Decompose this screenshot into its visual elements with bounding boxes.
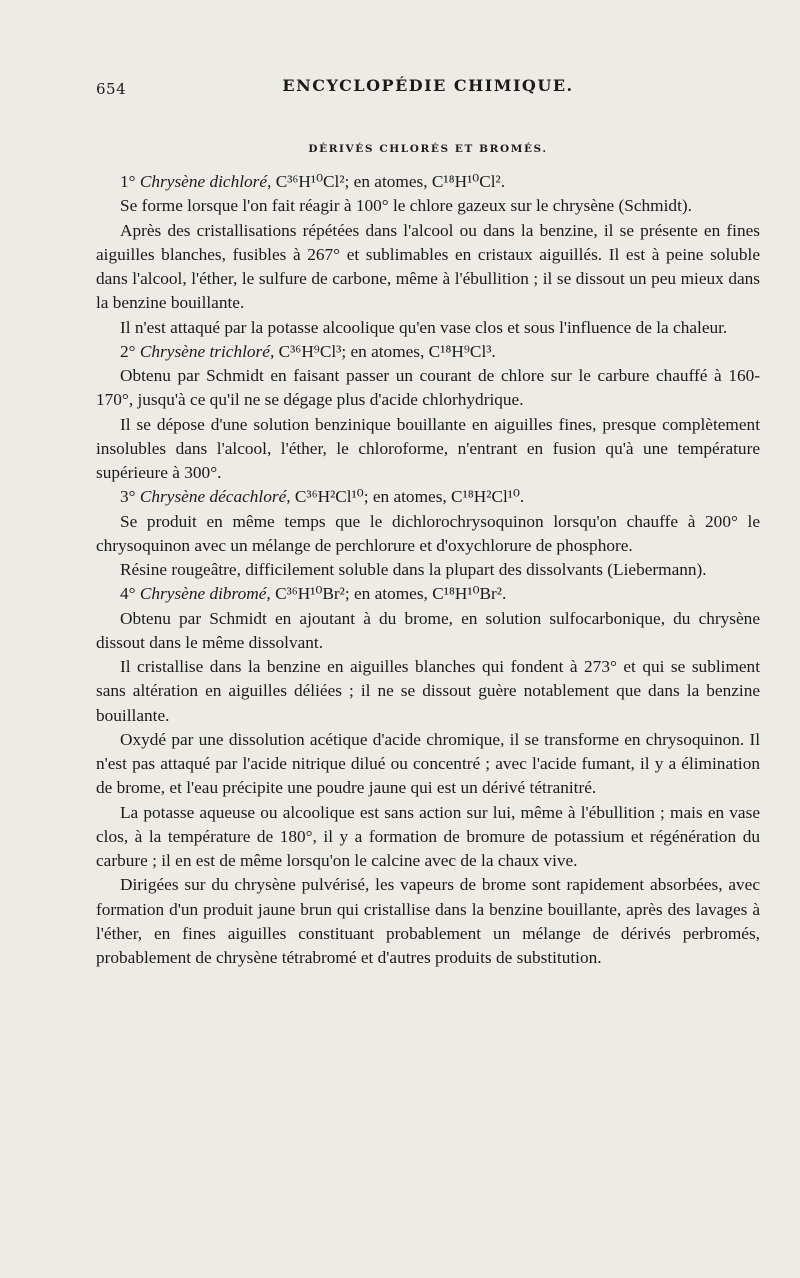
running-title: ENCYCLOPÉDIE CHIMIQUE. bbox=[282, 76, 574, 95]
paragraph bbox=[96, 607, 760, 656]
paragraph bbox=[96, 655, 760, 728]
compound-title: Chrysène décachloré, bbox=[139, 487, 291, 507]
paragraph-text: Se produit en même temps que le dichlorochrysoquinon lorsqu'on chauffe à 200° le chrysoquinon avec un mélange de perchlorure et d'oxychlorure de phosphore. bbox=[96, 511, 760, 555]
paragraph-text: Oxydé par une dissolution acétique d'acide chromique, il se transforme en chrysoquinon. Il n'est pas attaqué par l'acide nitrique dilué ou concentré ; avec l'acide fumant, il y a élimination de brome, et l'eau précipite une poudre jaune qui est un dérivé tétranitré. bbox=[96, 729, 760, 798]
paragraph-text: C³⁶H¹⁰Cl²; en atomes, C¹⁸H¹⁰Cl². bbox=[271, 172, 506, 191]
paragraph bbox=[96, 340, 760, 364]
paragraph-text: C³⁶H²Cl¹⁰; en atomes, C¹⁸H²Cl¹⁰. bbox=[290, 487, 525, 507]
section-heading: DÉRIVÉS CHLORÉS ET BROMÉS. bbox=[308, 143, 548, 155]
paragraph-text: C³⁶H⁹Cl³; en atomes, C¹⁸H⁹Cl³. bbox=[274, 341, 496, 361]
paragraph-text: Il cristallise dans la benzine en aiguilles blanches qui fondent à 273° et qui se subliment sans altération en aiguilles déliées ; il ne se dissout guère notablement que dans la benzine bouillante. bbox=[96, 657, 760, 725]
paragraph-text: C³⁶H¹⁰Br²; en atomes, C¹⁸H¹⁰Br². bbox=[270, 584, 507, 604]
compound-title: Chrysène dibromé, bbox=[139, 584, 271, 604]
body-text bbox=[96, 170, 760, 970]
paragraph-text: Obtenu par Schmidt en faisant passer un courant de chlore sur le carbure chauffé à 160-170°, jusqu'à ce qu'il ne se dégage plus d'acide chlorhydrique. bbox=[96, 366, 760, 410]
paragraph bbox=[96, 485, 760, 509]
paragraph bbox=[96, 801, 760, 874]
paragraph bbox=[96, 558, 760, 582]
paragraph-text: Obtenu par Schmidt en ajoutant à du brome, en solution sulfocarbonique, du chrysène dissout dans le même dissolvant. bbox=[96, 608, 760, 652]
paragraph-text: Se forme lorsque l'on fait réagir à 100° le chlore gazeux sur le chrysène (Schmidt). bbox=[120, 196, 692, 216]
paragraph bbox=[96, 219, 760, 316]
compound-title: Chrysène dichloré, bbox=[139, 172, 272, 191]
paragraph-text: Il n'est attaqué par la potasse alcoolique qu'en vase clos et sous l'influence de la chaleur. bbox=[120, 317, 728, 337]
item-number: 4° bbox=[120, 584, 140, 604]
paragraph-text: La potasse aqueuse ou alcoolique est sans action sur lui, même à l'ébullition ; mais en vase clos, à la température de 180°, il y a formation de bromure de potassium et régénération du carbure ; il en est de même lorsqu'on le calcine avec de la chaux vive. bbox=[96, 802, 760, 870]
paragraph bbox=[96, 364, 760, 413]
page-header bbox=[96, 76, 760, 102]
paragraph bbox=[96, 170, 760, 194]
paragraph bbox=[96, 194, 760, 218]
page-number: 654 bbox=[96, 80, 127, 98]
paragraph-text: Il se dépose d'une solution benzinique bouillante en aiguilles fines, presque complètement insolubles dans l'alcool, l'éther, le chloroforme, n'entrant en fusion qu'à une température supérieure à 300°. bbox=[96, 414, 760, 482]
paragraph bbox=[96, 582, 760, 606]
paragraph bbox=[96, 873, 760, 970]
compound-title: Chrysène trichloré, bbox=[139, 341, 275, 361]
paragraph bbox=[96, 510, 760, 559]
item-number: 3° bbox=[120, 487, 140, 507]
paragraph bbox=[96, 413, 760, 486]
item-number: 1° bbox=[120, 172, 140, 191]
paragraph-text: Après des cristallisations répétées dans l'alcool ou dans la benzine, il se présente en fines aiguilles blanches, fusibles à 267° et sublimables en cristaux aiguillés. Il est à peine soluble dans l'alcool, l'éther, le sulfure de carbone, même à l'ébullition ; il se dissout un peu mieux dans la benzine bouillante. bbox=[96, 220, 760, 313]
paragraph-text: Dirigées sur du chrysène pulvérisé, les vapeurs de brome sont rapidement absorbées, avec formation d'un produit jaune brun qui cristallise dans la benzine bouillante, après des lavages à l'éther, en fines aiguilles constituant probablement un mélange de dérivés perbromés, probablement de chrysène tétrabromé et d'autres produits de substitution. bbox=[96, 875, 760, 967]
item-number: 2° bbox=[120, 341, 140, 361]
paragraph bbox=[96, 728, 760, 801]
paragraph-text: Résine rougeâtre, difficilement soluble dans la plupart des dissolvants (Liebermann). bbox=[120, 560, 707, 579]
paragraph bbox=[96, 316, 760, 340]
